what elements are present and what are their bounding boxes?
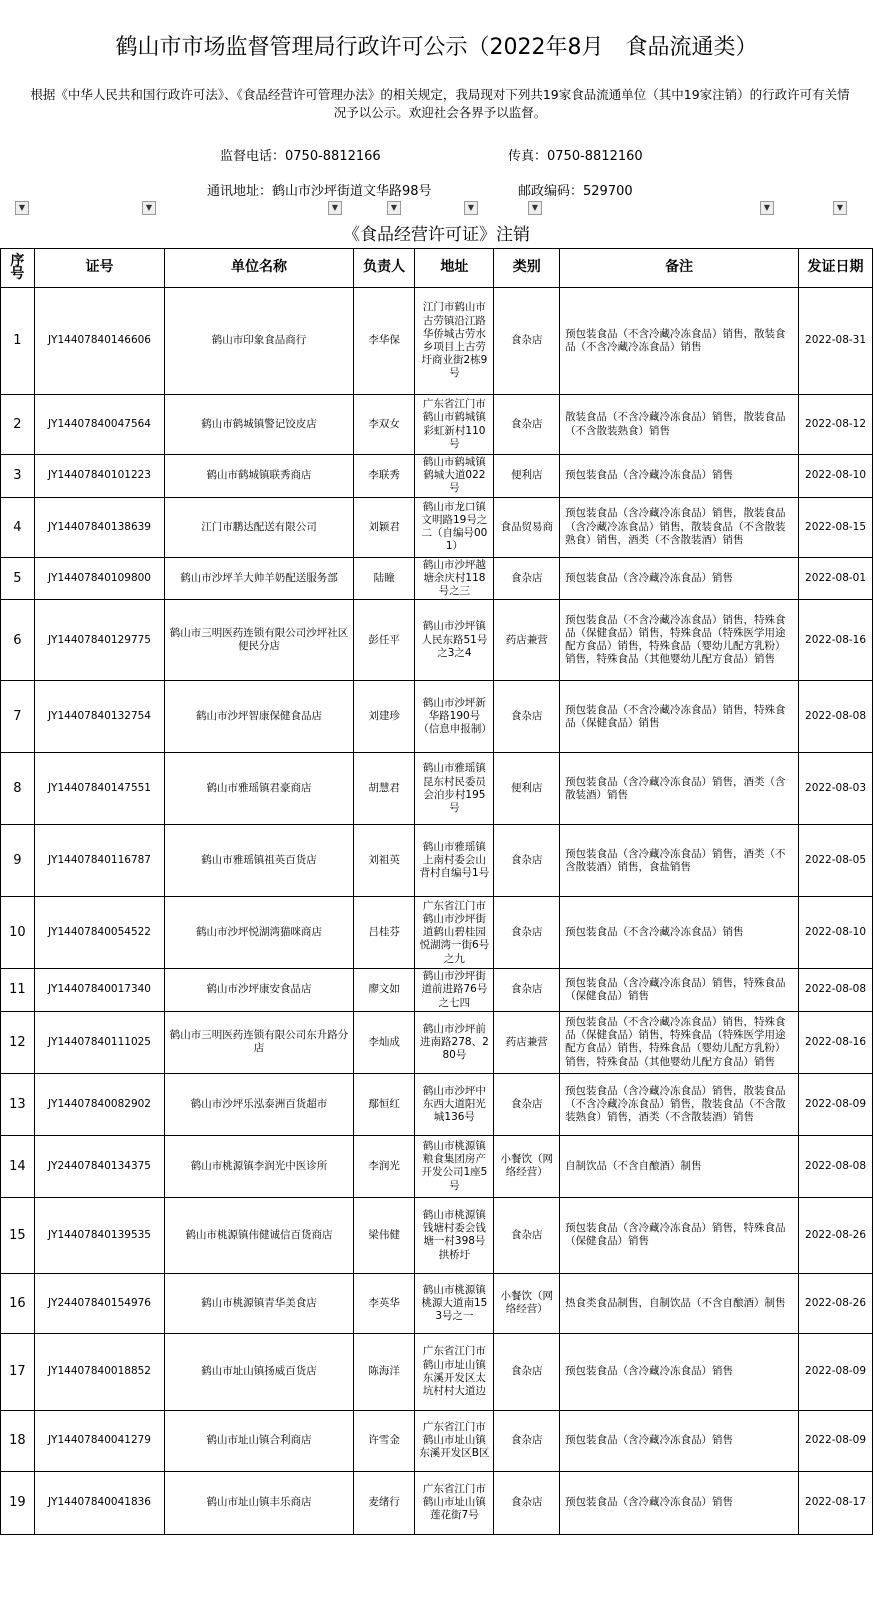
cell-category: 药店兼营 (494, 600, 560, 681)
cell-name: 鹤山市三明医药连锁有限公司东升路分店 (165, 1011, 354, 1073)
cell-date: 2022-08-08 (799, 969, 873, 1012)
cell-no: 11 (1, 969, 35, 1012)
cell-name: 鹤山市址山镇扬威百货店 (165, 1333, 354, 1410)
cell-license: JY14407840132754 (34, 681, 164, 753)
cell-category: 食杂店 (494, 1333, 560, 1410)
cell-name: 鹤山市沙坪悦湖湾猫咪商店 (165, 897, 354, 969)
filter-dropdown-icon[interactable]: ▼ (464, 201, 478, 215)
cell-date: 2022-08-31 (799, 288, 873, 395)
cell-name: 鹤山市沙坪智康保健食品店 (165, 681, 354, 753)
cell-person: 李联秀 (353, 455, 415, 498)
table-row (1, 897, 873, 969)
cell-date: 2022-08-05 (799, 825, 873, 897)
cell-note: 预包装食品（含冷藏冷冻食品）销售，散装食品（含冷藏冷冻食品）销售，散装食品（不含散装熟食）销售，酒类（不含散装酒）销售 (560, 497, 799, 557)
filter-dropdown-icon[interactable]: ▼ (15, 201, 29, 215)
cell-person: 廖文如 (353, 969, 415, 1012)
cell-address: 鹤山市沙坪中东西大道阳光城136号 (415, 1073, 494, 1135)
cell-license: JY14407840116787 (34, 825, 164, 897)
filter-dropdown-icon[interactable]: ▼ (760, 201, 774, 215)
table-row (1, 497, 873, 557)
cell-no: 1 (1, 288, 35, 395)
cell-note: 预包装食品（含冷藏冷冻食品）销售 (560, 455, 799, 498)
header-address: 地址 (415, 249, 494, 288)
cell-address: 江门市鹤山市古劳镇沿江路华侨城古劳水乡项目上古劳圩商业街2栋9号 (415, 288, 494, 395)
intro-text: 根据《中华人民共和国行政许可法》、《食品经营许可管理办法》的相关规定，我局现对下列共19家食品流通单位（其中19家注销）的行政许可有关情况予以公示。欢迎社会各界予以监督。 (30, 87, 850, 120)
fax-number: 传真：0750-8812160 (508, 149, 643, 164)
cell-category: 食杂店 (494, 1073, 560, 1135)
cell-category: 食杂店 (494, 1410, 560, 1471)
table-row (1, 1135, 873, 1197)
cell-person: 李双女 (353, 395, 415, 455)
cell-license: JY14407840147551 (34, 753, 164, 825)
cell-address: 鹤山市雅瑶镇上南村委会山背村自编号1号 (415, 825, 494, 897)
cell-license: JY14407840047564 (34, 395, 164, 455)
cell-category: 食杂店 (494, 1197, 560, 1273)
cell-license: JY14407840041279 (34, 1410, 164, 1471)
cell-name: 鹤山市雅瑶镇君豪商店 (165, 753, 354, 825)
cell-no: 9 (1, 825, 35, 897)
cell-category: 食杂店 (494, 1471, 560, 1534)
autofilter-row (0, 200, 873, 217)
header-category: 类别 (494, 249, 560, 288)
cell-note: 预包装食品（含冷藏冷冻食品）销售，散装食品（不含冷藏冷冻食品）销售，散装食品（不含散装熟食）销售，酒类（不含散装酒）销售 (560, 1073, 799, 1135)
cell-note: 预包装食品（含冷藏冷冻食品）销售 (560, 1471, 799, 1534)
table-row (1, 395, 873, 455)
cell-license: JY14407840017340 (34, 969, 164, 1012)
cell-address: 鹤山市桃源镇桃源大道南153号之一 (415, 1273, 494, 1333)
cell-address: 鹤山市沙坪越塘余庆村118号之三 (415, 557, 494, 600)
cell-no: 14 (1, 1135, 35, 1197)
table-row (1, 1410, 873, 1471)
cell-person: 许雪金 (353, 1410, 415, 1471)
cell-license: JY14407840111025 (34, 1011, 164, 1073)
cell-no: 2 (1, 395, 35, 455)
cell-person: 彭任平 (353, 600, 415, 681)
cell-person: 陈海洋 (353, 1333, 415, 1410)
header-note: 备注 (560, 249, 799, 288)
cell-note: 预包装食品（不含冷藏冷冻食品）销售，散装食品（不含冷藏冷冻食品）销售 (560, 288, 799, 395)
cell-category: 小餐饮（网络经营） (494, 1135, 560, 1197)
cell-category: 便利店 (494, 753, 560, 825)
cell-note: 散装食品（不含冷藏冷冻食品）销售，散装食品（不含散装熟食）销售 (560, 395, 799, 455)
table-row (1, 1273, 873, 1333)
cell-address: 鹤山市龙口镇文明路19号之二（自编号001） (415, 497, 494, 557)
cell-address: 广东省江门市鹤山市鹤城镇彩虹新村110号 (415, 395, 494, 455)
table-row (1, 1471, 873, 1534)
cell-note: 预包装食品（含冷藏冷冻食品）销售 (560, 1410, 799, 1471)
header-name: 单位名称 (165, 249, 354, 288)
table-row (1, 1333, 873, 1410)
cell-address: 鹤山市沙坪新华路190号（信息申报制） (415, 681, 494, 753)
cell-category: 食杂店 (494, 288, 560, 395)
cell-license: JY14407840101223 (34, 455, 164, 498)
license-table (0, 248, 873, 1535)
cell-name: 鹤山市沙坪康安食品店 (165, 969, 354, 1012)
cell-license: JY14407840138639 (34, 497, 164, 557)
cell-no: 15 (1, 1197, 35, 1273)
cell-note: 自制饮品（不含自酿酒）制售 (560, 1135, 799, 1197)
filter-dropdown-icon[interactable]: ▼ (387, 201, 401, 215)
cell-license: JY24407840134375 (34, 1135, 164, 1197)
filter-dropdown-icon[interactable]: ▼ (528, 201, 542, 215)
header-person: 负责人 (353, 249, 415, 288)
cell-name: 鹤山市雅瑶镇祖英百货店 (165, 825, 354, 897)
cell-no: 18 (1, 1410, 35, 1471)
cell-date: 2022-08-26 (799, 1273, 873, 1333)
cell-note: 预包装食品（含冷藏冷冻食品）销售 (560, 1333, 799, 1410)
cell-person: 李华保 (353, 288, 415, 395)
cell-name: 鹤山市鹤城镇联秀商店 (165, 455, 354, 498)
cell-no: 5 (1, 557, 35, 600)
table-row (1, 681, 873, 753)
cell-name: 鹤山市沙坪羊大帅羊奶配送服务部 (165, 557, 354, 600)
cell-name: 鹤山市印象食品商行 (165, 288, 354, 395)
cell-name: 鹤山市桃源镇青华美食店 (165, 1273, 354, 1333)
cell-license: JY14407840146606 (34, 288, 164, 395)
cell-name: 鹤山市三明医药连锁有限公司沙坪社区便民分店 (165, 600, 354, 681)
filter-dropdown-icon[interactable]: ▼ (833, 201, 847, 215)
table-row (1, 455, 873, 498)
cell-no: 13 (1, 1073, 35, 1135)
cell-license: JY14407840139535 (34, 1197, 164, 1273)
cell-no: 19 (1, 1471, 35, 1534)
cell-note: 预包装食品（含冷藏冷冻食品）销售，特殊食品（保健食品）销售 (560, 1197, 799, 1273)
cell-person: 刘祖英 (353, 825, 415, 897)
cell-category: 食杂店 (494, 897, 560, 969)
cell-person: 李润光 (353, 1135, 415, 1197)
cell-no: 10 (1, 897, 35, 969)
cell-category: 食品贸易商 (494, 497, 560, 557)
header-date: 发证日期 (799, 249, 873, 288)
cell-address: 鹤山市沙坪前进南路278、280号 (415, 1011, 494, 1073)
table-row (1, 1011, 873, 1073)
cell-category: 食杂店 (494, 825, 560, 897)
cell-category: 食杂店 (494, 681, 560, 753)
cell-person: 李灿成 (353, 1011, 415, 1073)
cell-date: 2022-08-26 (799, 1197, 873, 1273)
cell-license: JY14407840129775 (34, 600, 164, 681)
cell-license: JY14407840018852 (34, 1333, 164, 1410)
cell-note: 预包装食品（不含冷藏冷冻食品）销售 (560, 897, 799, 969)
cell-address: 广东省江门市鹤山市沙坪街道鹤山碧桂园悦湖湾一街6号之九 (415, 897, 494, 969)
cell-date: 2022-08-17 (799, 1471, 873, 1534)
cell-person: 李英华 (353, 1273, 415, 1333)
cell-category: 药店兼营 (494, 1011, 560, 1073)
cell-date: 2022-08-10 (799, 897, 873, 969)
cell-note: 预包装食品（不含冷藏冷冻食品）销售，特殊食品（保健食品）销售 (560, 681, 799, 753)
header-no: 序号 (1, 249, 35, 288)
filter-dropdown-icon[interactable]: ▼ (142, 201, 156, 215)
cell-name: 鹤山市址山镇合利商店 (165, 1410, 354, 1471)
cell-name: 鹤山市沙坪乐泓泰洲百货超市 (165, 1073, 354, 1135)
cell-address: 鹤山市沙坪镇人民东路51号之3之4 (415, 600, 494, 681)
cell-person: 吕桂芬 (353, 897, 415, 969)
cell-person: 胡慧君 (353, 753, 415, 825)
page-title: 鹤山市市场监督管理局行政许可公示（2022年8月 食品流通类） (115, 35, 758, 60)
table-row (1, 969, 873, 1012)
cell-note: 预包装食品（含冷藏冷冻食品）销售 (560, 557, 799, 600)
cell-address: 广东省江门市鹤山市址山镇东溪开发区B区 (415, 1410, 494, 1471)
mailing-address: 通讯地址：鹤山市沙坪街道文华路98号 (207, 184, 432, 199)
cell-address: 鹤山市沙坪街道前进路76号之七四 (415, 969, 494, 1012)
cell-note: 预包装食品（不含冷藏冷冻食品）销售，特殊食品（保健食品）销售，特殊食品（特殊医学用途配方食品）销售，特殊食品（婴幼儿配方乳粉）销售，特殊食品（其他婴幼儿配方食品）销售 (560, 600, 799, 681)
table-body (1, 288, 873, 1535)
cell-name: 鹤山市桃源镇伟健诚信百货商店 (165, 1197, 354, 1273)
cell-category: 食杂店 (494, 395, 560, 455)
cell-no: 6 (1, 600, 35, 681)
cell-date: 2022-08-09 (799, 1410, 873, 1471)
cell-note: 预包装食品（含冷藏冷冻食品）销售，特殊食品（保健食品）销售 (560, 969, 799, 1012)
table-row (1, 753, 873, 825)
postal-code: 邮政编码：529700 (518, 184, 633, 199)
cell-address: 鹤山市雅瑶镇昆东村民委员会泊步村195号 (415, 753, 494, 825)
cell-category: 食杂店 (494, 969, 560, 1012)
cell-date: 2022-08-16 (799, 1011, 873, 1073)
table-row (1, 288, 873, 395)
table-row (1, 1073, 873, 1135)
cell-no: 8 (1, 753, 35, 825)
filter-dropdown-icon[interactable]: ▼ (328, 201, 342, 215)
cell-category: 食杂店 (494, 557, 560, 600)
cell-license: JY14407840109800 (34, 557, 164, 600)
cell-person: 刘建珍 (353, 681, 415, 753)
table-header-row (1, 249, 873, 288)
cell-name: 鹤山市址山镇丰乐商店 (165, 1471, 354, 1534)
cell-person: 梁伟健 (353, 1197, 415, 1273)
cell-no: 7 (1, 681, 35, 753)
cell-address: 广东省江门市鹤山市址山镇东溪开发区太坑村村大道边 (415, 1333, 494, 1410)
cell-no: 3 (1, 455, 35, 498)
table-row (1, 825, 873, 897)
cell-no: 12 (1, 1011, 35, 1073)
cell-address: 鹤山市桃源镇粮食集团房产开发公司1座5号 (415, 1135, 494, 1197)
cell-address: 鹤山市鹤城镇鹤城大道022号 (415, 455, 494, 498)
cell-date: 2022-08-09 (799, 1333, 873, 1410)
cell-no: 4 (1, 497, 35, 557)
cell-person: 陆瞳 (353, 557, 415, 600)
cell-note: 预包装食品（不含冷藏冷冻食品）销售，特殊食品（保健食品）销售，特殊食品（特殊医学用途配方食品）销售，特殊食品（婴幼儿配方乳粉）销售，特殊食品（其他婴幼儿配方食品）销售 (560, 1011, 799, 1073)
cell-person: 麦绪行 (353, 1471, 415, 1534)
cell-date: 2022-08-10 (799, 455, 873, 498)
table-row (1, 1197, 873, 1273)
cell-name: 鹤山市桃源镇李润光中医诊所 (165, 1135, 354, 1197)
cell-person: 刘颖君 (353, 497, 415, 557)
cell-category: 小餐饮（网络经营） (494, 1273, 560, 1333)
cell-date: 2022-08-16 (799, 600, 873, 681)
cell-date: 2022-08-01 (799, 557, 873, 600)
cell-name: 鹤山市鹤城镇警记饺皮店 (165, 395, 354, 455)
cell-no: 17 (1, 1333, 35, 1410)
cell-date: 2022-08-03 (799, 753, 873, 825)
cell-license: JY14407840041836 (34, 1471, 164, 1534)
section-title: 《食品经营许可证》注销 (343, 225, 530, 245)
cell-date: 2022-08-09 (799, 1073, 873, 1135)
cell-address: 广东省江门市鹤山市址山镇莲花街7号 (415, 1471, 494, 1534)
cell-date: 2022-08-15 (799, 497, 873, 557)
cell-note: 预包装食品（含冷藏冷冻食品）销售，酒类（不含散装酒）销售，食盐销售 (560, 825, 799, 897)
cell-license: JY14407840054522 (34, 897, 164, 969)
cell-no: 16 (1, 1273, 35, 1333)
table-row (1, 600, 873, 681)
cell-name: 江门市鹏达配送有限公司 (165, 497, 354, 557)
supervision-phone: 监督电话：0750-8812166 (220, 149, 381, 164)
cell-note: 预包装食品（含冷藏冷冻食品）销售，酒类（含散装酒）销售 (560, 753, 799, 825)
header-license: 证号 (34, 249, 164, 288)
cell-license: JY14407840082902 (34, 1073, 164, 1135)
table-row (1, 557, 873, 600)
cell-license: JY24407840154976 (34, 1273, 164, 1333)
cell-note: 热食类食品制售，自制饮品（不含自酿酒）制售 (560, 1273, 799, 1333)
cell-category: 便利店 (494, 455, 560, 498)
cell-date: 2022-08-08 (799, 1135, 873, 1197)
cell-date: 2022-08-12 (799, 395, 873, 455)
cell-date: 2022-08-08 (799, 681, 873, 753)
cell-person: 鄢恒红 (353, 1073, 415, 1135)
cell-address: 鹤山市桃源镇钱塘村委会钱塘一村398号拱桥圩 (415, 1197, 494, 1273)
